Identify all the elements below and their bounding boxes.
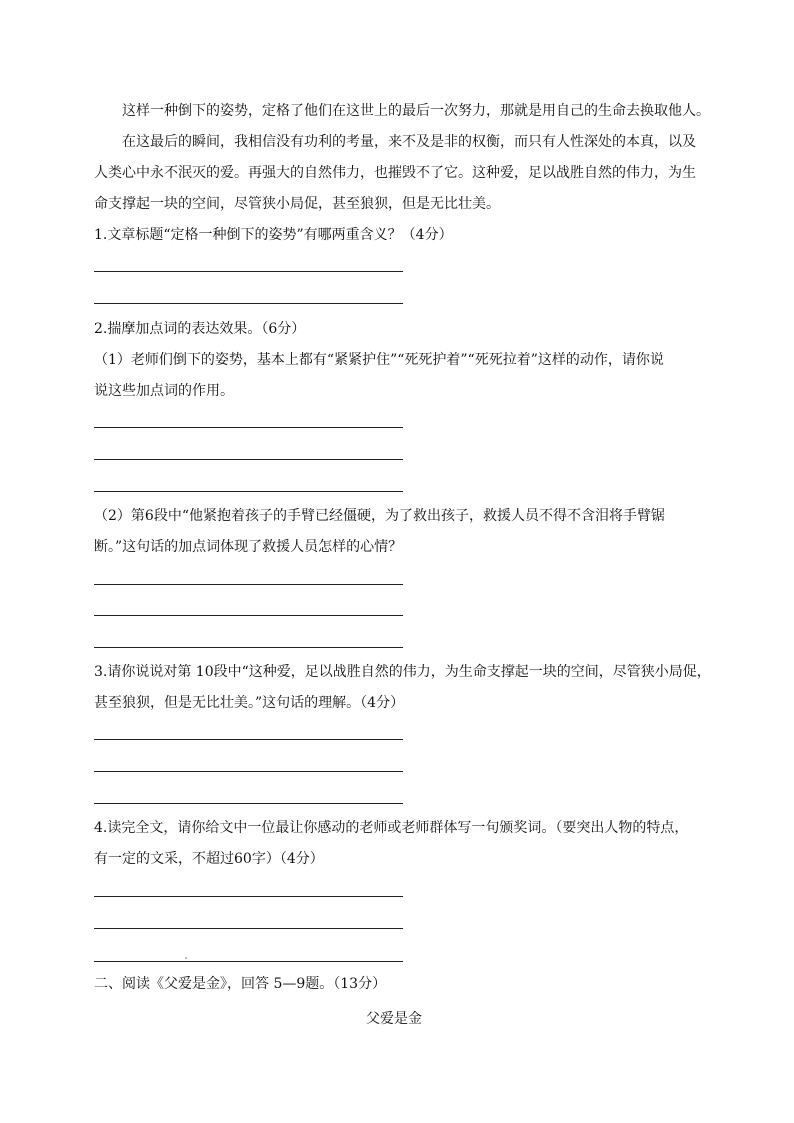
passage-p1: 这样一种倒下的姿势，定格了他们在这世上的最后一次努力，那就是用自己的生命去换取他人。 bbox=[122, 103, 710, 119]
passage-p2-line3: 命支撑起一块的空间，尽管狭小局促，甚至狼狈，但是无比壮美。 bbox=[94, 196, 500, 212]
question-1: 1.文章标题“定格一种倒下的姿势”有哪两重含义？（4分） bbox=[94, 227, 453, 243]
answer-line[interactable] bbox=[94, 491, 403, 492]
question-2: 2.揣摩加点词的表达效果。（6分） bbox=[94, 321, 306, 337]
passage-p2-line1: 在这最后的瞬间，我相信没有功利的考量，来不及是非的权衡，而只有人性深处的本真，以及 bbox=[122, 134, 696, 150]
question-4-line1: 4.读完全文，请你给文中一位最让你感动的老师或老师群体写一句颁奖词。（要突出人物的特点， bbox=[94, 820, 689, 836]
question-3-line2: 甚至狼狈，但是无比壮美。”这句话的理解。（4分） bbox=[94, 695, 405, 711]
answer-line[interactable] bbox=[94, 459, 403, 460]
question-2-1-line2: 说这些加点词的作用。 bbox=[94, 383, 234, 399]
question-2-2-line2: 断。”这句话的加点词体现了救援人员怎样的心情？ bbox=[94, 539, 403, 555]
question-2-1-line1: （1）老师们倒下的姿势，基本上都有“紧紧护住”“死死护着”“死死拉着”这样的动作，请你说 bbox=[94, 352, 664, 368]
answer-line[interactable] bbox=[94, 584, 403, 585]
answer-line[interactable] bbox=[94, 739, 403, 740]
answer-line[interactable] bbox=[94, 803, 403, 804]
answer-line[interactable] bbox=[94, 271, 403, 272]
passage-p2-line2: 人类心中永不泯灭的爱。再强大的自然伟力，也摧毁不了它。这种爱，足以战胜自然的伟力，为生 bbox=[94, 165, 696, 181]
answer-line[interactable] bbox=[94, 961, 403, 962]
question-4-line2: 有一定的文采，不超过60字）（4分） bbox=[94, 851, 324, 867]
stray-dot bbox=[185, 957, 187, 959]
question-2-2-line1: （2）第6段中“他紧抱着孩子的手臂已经僵硬，为了救出孩子，救援人员不得不含泪将手臂锯 bbox=[94, 508, 665, 524]
question-3-line1: 3.请你说说对第 10段中“这种爱，足以战胜自然的伟力，为生命支撑起一块的空间，尽管狭小局促， bbox=[94, 664, 711, 680]
answer-line[interactable] bbox=[94, 615, 403, 616]
section-2-heading: 二、阅读《父爱是金》，回答 5—9题。（13分） bbox=[94, 976, 387, 992]
answer-line[interactable] bbox=[94, 303, 403, 304]
answer-line[interactable] bbox=[94, 647, 403, 648]
section-2-title: 父爱是金 bbox=[366, 1011, 422, 1027]
answer-line[interactable] bbox=[94, 427, 403, 428]
answer-line[interactable] bbox=[94, 928, 403, 929]
answer-line[interactable] bbox=[94, 896, 403, 897]
answer-line[interactable] bbox=[94, 771, 403, 772]
